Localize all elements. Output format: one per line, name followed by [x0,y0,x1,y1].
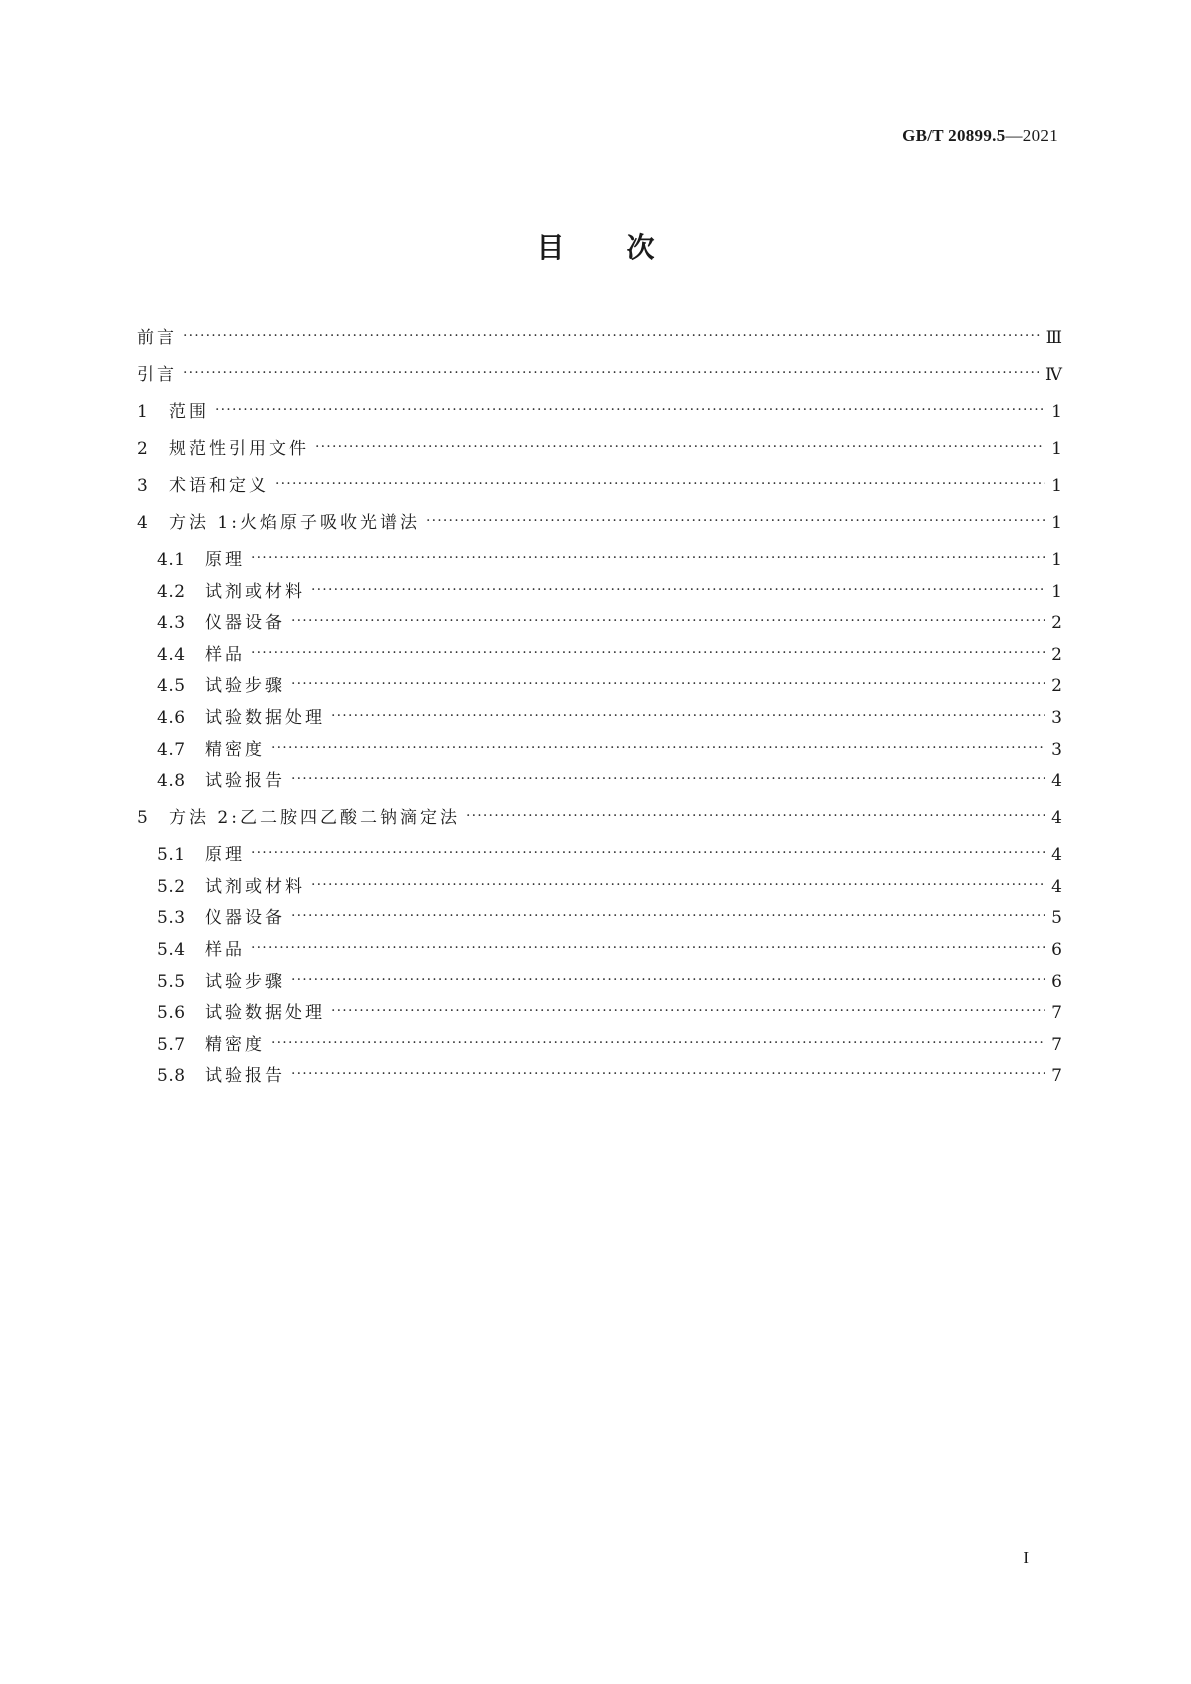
toc-entry-label: 精密度 [205,1034,265,1055]
toc-entry[interactable] [137,708,1062,740]
toc-entry-page: 1 [1051,402,1062,422]
toc-entry[interactable] [137,613,1062,645]
toc-entry-number: 4.5 [157,676,186,697]
toc-leader-dots [315,437,1045,457]
toc-entry-label: 试验数据处理 [205,707,325,728]
toc-entry[interactable] [137,908,1062,940]
toc-entry-page: 3 [1051,707,1062,728]
toc-entry-label: 仪器设备 [205,613,285,634]
toc-entry[interactable] [137,645,1062,677]
toc-leader-dots [251,548,1045,568]
toc-leader-dots [291,1064,1045,1084]
toc-entry-label: 试验报告 [205,771,285,792]
toc-entry-label: 仪器设备 [205,908,285,929]
toc-leader-dots [291,611,1045,631]
toc-leader-dots [331,706,1045,726]
toc-entry[interactable] [137,740,1062,772]
toc-entry-number: 4.3 [157,613,186,634]
toc-entry-number: 5.5 [157,971,186,992]
toc-entry-label: 试剂或材料 [205,876,305,897]
toc-entry-page: 1 [1051,439,1062,459]
toc-entry-label: 试剂或材料 [205,581,305,602]
page-title: 目次 [536,231,717,264]
page-number: I [1023,1548,1029,1567]
toc-leader-dots [291,970,1045,990]
toc-leader-dots [291,674,1045,694]
toc-entry-number: 5.2 [157,876,186,897]
toc-entry-page: 4 [1051,876,1062,897]
toc-entry[interactable] [137,402,1062,439]
toc-entry[interactable] [137,808,1062,845]
toc-leader-dots [215,400,1045,420]
toc-leader-dots [271,1033,1045,1053]
toc-entry-page: 3 [1051,739,1062,760]
toc-entry-label: 方法 2:乙二胺四乙酸二钠滴定法 [169,808,460,829]
toc-leader-dots [275,474,1045,494]
toc-entry-number: 4.8 [157,771,186,792]
toc-entry-label: 样品 [205,939,245,960]
toc-entry[interactable] [137,513,1062,550]
toc-leader-dots [291,769,1045,789]
toc-leader-dots [311,580,1045,600]
table-of-contents [137,328,1062,1098]
toc-entry[interactable] [137,439,1062,476]
toc-leader-dots [251,843,1045,863]
standard-code: GB/T 20899.5 [902,126,1006,145]
toc-entry-label: 原理 [205,550,245,570]
toc-entry[interactable] [137,972,1062,1004]
toc-entry-number: 5.8 [157,1066,186,1087]
toc-entry-number: 4.7 [157,739,186,760]
toc-entry-label: 试验步骤 [205,676,285,697]
toc-entry-label: 试验步骤 [205,971,285,992]
toc-leader-dots [291,906,1045,926]
toc-entry-page: 7 [1051,1034,1062,1055]
toc-entry-page: 2 [1051,644,1062,665]
toc-entry-number: 4.4 [157,644,186,665]
toc-entry-label: 方法 1:火焰原子吸收光谱法 [169,513,420,533]
toc-leader-dots [183,326,1040,346]
toc-entry-number: 5.3 [157,908,186,929]
toc-leader-dots [251,938,1045,958]
toc-entry-page: 1 [1051,581,1062,602]
toc-entry-number: 4 [137,513,149,533]
toc-entry[interactable] [137,877,1062,909]
toc-entry-number: 1 [137,402,149,422]
toc-entry-number: 4.2 [157,581,186,602]
toc-entry-number: 5 [137,808,149,829]
toc-entry[interactable] [137,582,1062,614]
toc-entry-label: 试验报告 [205,1066,285,1087]
toc-leader-dots [426,511,1045,531]
toc-entry-page: 4 [1051,808,1062,829]
toc-entry[interactable] [137,676,1062,708]
toc-entry-number: 4.1 [157,550,186,570]
toc-entry-page: 4 [1051,771,1062,792]
toc-entry-page: 6 [1051,971,1062,992]
toc-leader-dots [251,643,1045,663]
toc-entry-page: 2 [1051,613,1062,634]
toc-leader-dots [183,363,1039,383]
toc-entry[interactable] [137,845,1062,877]
toc-entry-page: 4 [1051,845,1062,866]
toc-leader-dots [466,806,1045,826]
toc-entry-label: 范围 [169,402,209,422]
toc-entry[interactable] [137,1066,1062,1098]
toc-entry[interactable] [137,1035,1062,1067]
toc-entry[interactable] [137,771,1062,808]
toc-entry-page: 5 [1051,908,1062,929]
toc-entry[interactable] [137,365,1062,402]
toc-entry-page: Ⅳ [1045,365,1062,385]
toc-entry-number: 5.4 [157,939,186,960]
toc-entry-number: 3 [137,476,149,496]
toc-entry-label: 样品 [205,644,245,665]
toc-entry-label: 前言 [137,328,177,348]
toc-leader-dots [311,875,1045,895]
toc-entry-label: 原理 [205,845,245,866]
toc-leader-dots [271,738,1045,758]
toc-entry-label: 试验数据处理 [205,1003,325,1024]
toc-entry-page: 1 [1051,513,1062,533]
toc-entry[interactable] [137,1003,1062,1035]
toc-entry-number: 5.7 [157,1034,186,1055]
toc-entry-page: Ⅲ [1045,328,1062,348]
toc-entry-page: 1 [1051,476,1062,496]
toc-entry[interactable] [137,328,1062,365]
toc-entry-number: 5.6 [157,1003,186,1024]
toc-entry-label: 引言 [137,365,177,385]
toc-leader-dots [331,1001,1045,1021]
standard-number [902,126,1058,146]
toc-entry-page: 7 [1051,1066,1062,1087]
toc-entry[interactable] [137,476,1062,513]
toc-entry-page: 2 [1051,676,1062,697]
toc-entry-page: 7 [1051,1003,1062,1024]
toc-entry-label: 精密度 [205,739,265,760]
toc-entry-number: 2 [137,439,149,459]
toc-entry[interactable] [137,550,1062,582]
toc-entry-label: 术语和定义 [169,476,269,496]
standard-year: —2021 [1005,126,1058,145]
toc-entry-page: 6 [1051,939,1062,960]
toc-entry-number: 4.6 [157,707,186,728]
toc-entry[interactable] [137,940,1062,972]
toc-entry-label: 规范性引用文件 [169,439,309,459]
toc-entry-page: 1 [1051,550,1062,570]
toc-entry-number: 5.1 [157,845,186,866]
